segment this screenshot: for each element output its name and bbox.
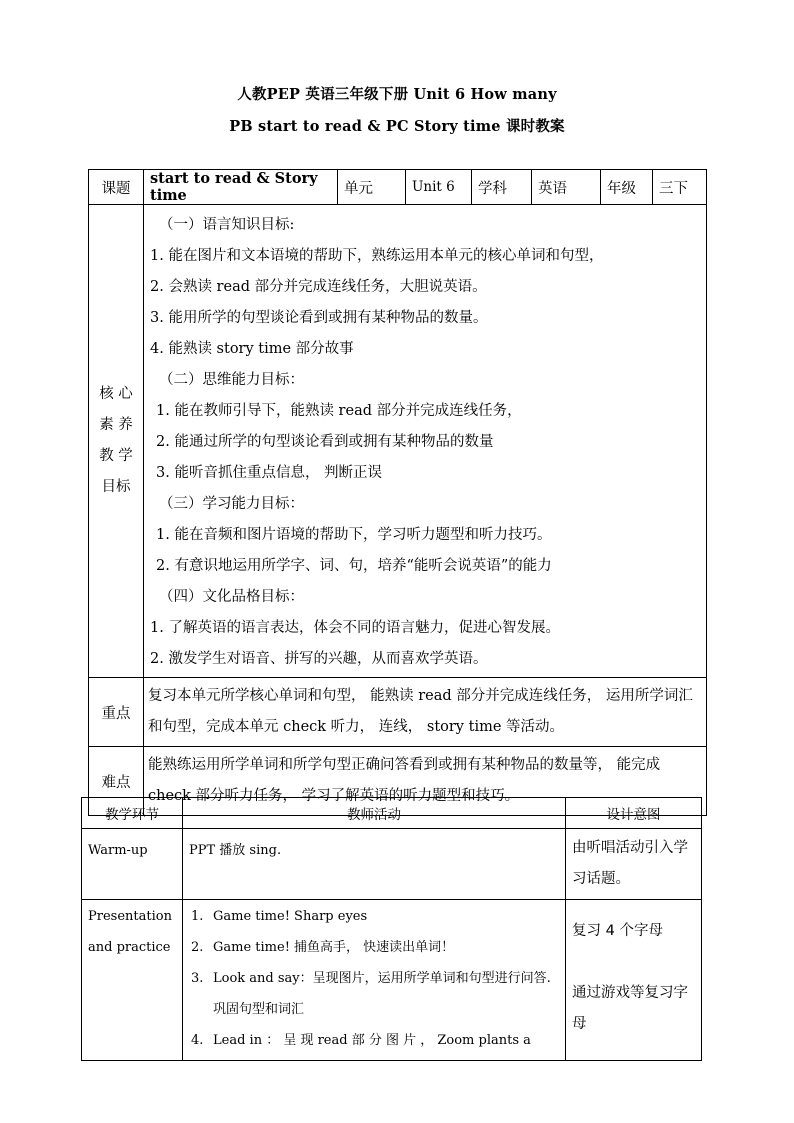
presentation-intent (566, 900, 702, 1061)
warmup-stage: Warm-up (82, 829, 183, 900)
grade-value: 三下 (653, 170, 707, 205)
activity-list (189, 901, 559, 1056)
goals-content (144, 205, 707, 678)
activity-header: 教师活动 (183, 798, 566, 829)
goal-line: 2. 有意识地运用所学字、词、句，培养“能听会说英语”的能力 (156, 558, 552, 574)
goals-label-line: 目标 (101, 479, 131, 495)
stage-header: 教学环节 (82, 798, 183, 829)
difficulty-label: 难点 (89, 747, 144, 816)
presentation-stage (82, 900, 183, 1061)
document-title-line1: 人教PEP 英语三年级下册 Unit 6 How many (237, 86, 557, 103)
lesson-plan-table (88, 169, 707, 816)
document-title-line2: PB start to read & PC Story time 课时教案 (229, 118, 565, 135)
focus-label: 重点 (89, 678, 144, 747)
goal-line: 3. 能用所学的句型谈论看到或拥有某种物品的数量。 (150, 310, 488, 326)
activity-item (189, 901, 559, 932)
difficulty-text: 能熟练运用所学单词和所学句型正确问答看到或拥有某种物品的数量等， 能完成 check 部分听力任务， 学习了解英语的听力题型和技巧。 (144, 747, 707, 816)
goal-line: （四）文化品格目标： (159, 589, 304, 605)
grade-label: 年级 (601, 170, 653, 205)
activity-text: Game time! 捕鱼高手， 快速读出单词！ (213, 940, 455, 955)
activity-item (189, 963, 559, 1025)
topic-label: 课题 (89, 170, 144, 205)
presentation-stage-line: Presentation (88, 909, 172, 924)
goal-line: 1. 能在音频和图片语境的帮助下，学习听力题型和听力技巧。 (156, 527, 552, 543)
goal-line: 2. 激发学生对语音、拼写的兴趣，从而喜欢学英语。 (150, 651, 488, 667)
focus-text: 复习本单元所学核心单词和句型， 能熟读 read 部分并完成连线任务， 运用所学词汇和句型，完成本单元 check 听力， 连线， story time 等活动。 (144, 678, 707, 747)
presentation-row (82, 900, 702, 1061)
goals-label-line: 教 学 (99, 448, 133, 464)
activity-number: 4. (191, 1033, 204, 1048)
goal-line: 2. 会熟读 read 部分并完成连线任务，大胆说英语。 (150, 279, 487, 295)
intent-header: 设计意图 (566, 798, 702, 829)
activities-table (81, 797, 702, 1061)
activity-text: Game time! Sharp eyes (213, 909, 368, 924)
goal-line: （二）思维能力目标： (159, 372, 304, 388)
intent-line: 通过游戏等复习字母 (572, 985, 688, 1032)
goal-line: 1. 能在教师引导下，能熟读 read 部分并完成连线任务， (156, 403, 522, 419)
unit-label: 单元 (338, 170, 406, 205)
activity-text: Lead in ： 呈 现 read 部 分 图 片 ， Zoom plants a (213, 1033, 531, 1048)
goal-line: （三）学习能力目标： (159, 496, 304, 512)
warmup-row (82, 829, 702, 900)
presentation-activities (183, 900, 566, 1061)
topic-value: start to read & Story time (144, 170, 338, 205)
goal-line: （一）语言知识目标: (159, 217, 295, 233)
activity-text: Look and say：呈现图片，运用所学单词和句型进行问答.巩固句型和词汇 (213, 971, 551, 1017)
goals-label (89, 205, 144, 678)
focus-row (89, 678, 707, 747)
activities-header-row (82, 798, 702, 829)
subject-value: 英语 (532, 170, 601, 205)
activity-item (189, 932, 559, 963)
goals-label-line: 核 心 (99, 386, 133, 402)
intent-spacer (572, 947, 695, 978)
activity-number: 1. (191, 909, 204, 924)
goal-line: 3. 能听音抓住重点信息， 判断正误 (156, 465, 383, 481)
intent-line: 复习 4 个字母 (572, 923, 663, 939)
goal-line: 2. 能通过所学的句型谈论看到或拥有某种物品的数量 (156, 434, 494, 450)
subject-label: 学科 (472, 170, 532, 205)
goal-line: 1. 能在图片和文本语境的帮助下，熟练运用本单元的核心单词和句型， (150, 248, 604, 264)
activity-number: 2. (191, 940, 204, 955)
activity-item (189, 1025, 559, 1056)
presentation-stage-line: and practice (88, 940, 171, 955)
goal-line: 1. 了解英语的语言表达，体会不同的语言魅力，促进心智发展。 (150, 620, 560, 636)
unit-value: Unit 6 (406, 170, 472, 205)
goals-row (89, 205, 707, 678)
header-row (89, 170, 707, 205)
goals-label-line: 素 养 (99, 417, 133, 433)
activity-number: 3. (191, 971, 204, 986)
warmup-intent: 由听唱活动引入学习话题。 (566, 829, 702, 900)
warmup-activity: PPT 播放 sing. (183, 829, 566, 900)
goal-line: 4. 能熟读 story time 部分故事 (150, 341, 354, 357)
